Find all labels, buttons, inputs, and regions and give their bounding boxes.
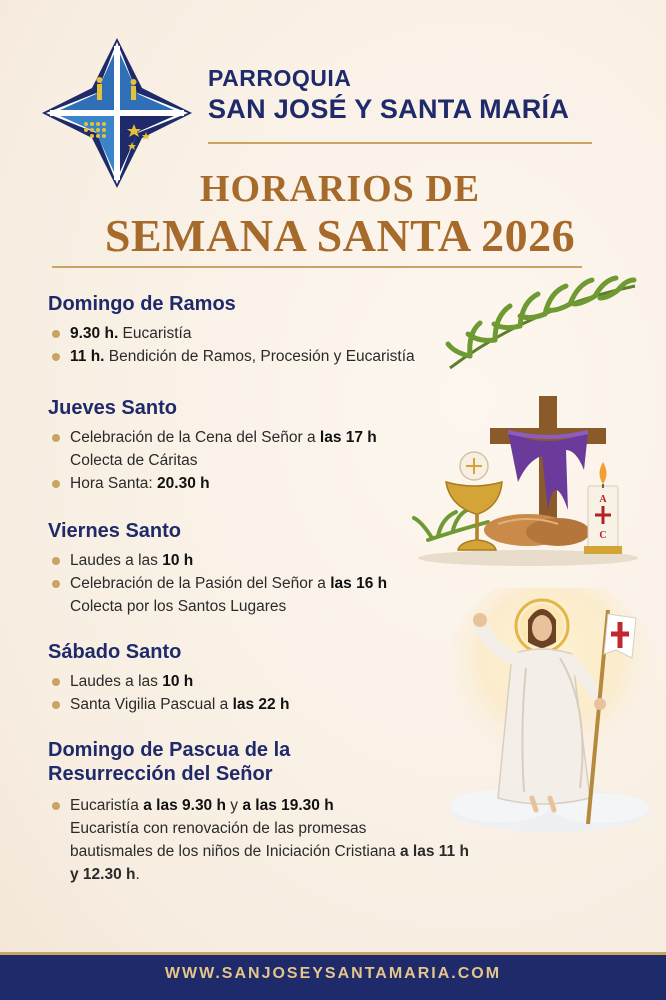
item-text: y: [225, 797, 243, 814]
bullet-icon: [52, 330, 60, 338]
item-time: 10 h: [162, 673, 194, 690]
item-subtext: [48, 863, 548, 886]
schedule-item: [48, 794, 548, 817]
parish-name: [208, 64, 628, 126]
footer-bar: [0, 952, 666, 1000]
schedule-item: [48, 322, 528, 345]
schedule-item: [48, 549, 528, 572]
item-subtext: Colecta por los Santos Lugares: [70, 598, 287, 615]
section-title: [48, 738, 548, 786]
schedule-item: [48, 345, 528, 368]
item-text: Laudes a las: [70, 673, 163, 690]
bullet-icon: [52, 802, 60, 810]
item-time: las 17 h: [319, 429, 377, 446]
item-time: a las 11 h: [399, 843, 469, 860]
section-sabado-santo: [48, 640, 528, 716]
website-link[interactable]: WWW.SANJOSEYSANTAMARIA.COM: [164, 965, 502, 982]
item-time: 9.30 h.: [70, 325, 119, 342]
item-text: .: [135, 866, 140, 883]
bullet-icon: [52, 701, 60, 709]
schedule-item: [48, 426, 528, 449]
title-line2: SEMANA SANTA 2026: [104, 210, 576, 261]
section-title: Viernes Santo: [48, 520, 182, 542]
bullet-icon: [52, 580, 60, 588]
item-text: Santa Vigilia Pascual a: [70, 696, 233, 713]
bullet-icon: [52, 353, 60, 361]
section-domingo-ramos: [48, 292, 528, 368]
item-time: a las 19.30 h: [242, 797, 334, 814]
item-time: 20.30 h: [157, 475, 210, 492]
item-text: Celebración de la Pasión del Señor a: [70, 575, 331, 592]
item-time: y 12.30 h: [70, 866, 136, 883]
item-time: 11 h.: [70, 348, 105, 365]
section-domingo-pascua: [48, 738, 548, 886]
candle-alpha: A: [599, 494, 607, 505]
item-text: Celebración de la Cena del Señor a: [70, 429, 320, 446]
candle-omega: C: [599, 530, 607, 541]
section-title: Jueves Santo: [48, 397, 177, 419]
item-text: Eucaristía: [70, 797, 144, 814]
parish-logo-icon: [42, 38, 192, 188]
section-jueves-santo: [48, 396, 528, 495]
schedule-item: [48, 472, 528, 495]
item-text: Eucaristía: [118, 325, 192, 342]
page-title: [60, 168, 620, 262]
section-title: Domingo de Ramos: [48, 293, 236, 315]
bullet-icon: [52, 678, 60, 686]
item-text: Bendición de Ramos, Procesión y Eucaristía: [104, 348, 415, 365]
schedule-item: [48, 693, 528, 716]
section-title-line2: Resurrección del Señor: [48, 763, 273, 785]
item-time: 10 h: [162, 552, 194, 569]
schedule-item: [48, 572, 528, 595]
section-title: Sábado Santo: [48, 641, 182, 663]
section-viernes-santo: [48, 519, 528, 618]
item-text: bautismales de los niños de Iniciación Cristiana: [70, 843, 400, 860]
section-title-line1: Domingo de Pascua de la: [48, 739, 291, 761]
item-time: las 22 h: [232, 696, 290, 713]
item-time: las 16 h: [330, 575, 388, 592]
parish-line2: SAN JOSÉ Y SANTA MARÍA: [208, 94, 570, 124]
item-text: Hora Santa:: [70, 475, 158, 492]
bullet-icon: [52, 480, 60, 488]
schedule-item: [48, 670, 528, 693]
parish-line1: PARROQUIA: [208, 65, 352, 91]
title-line1: HORARIOS DE: [199, 168, 481, 210]
item-subtext: [48, 840, 548, 863]
item-time: a las 9.30 h: [143, 797, 226, 814]
item-text: Laudes a las: [70, 552, 163, 569]
item-subtext: Colecta de Cáritas: [70, 452, 198, 469]
bullet-icon: [52, 557, 60, 565]
item-subtext: Eucaristía con renovación de las promesas: [70, 820, 367, 837]
header-divider: [208, 142, 592, 144]
bullet-icon: [52, 434, 60, 442]
